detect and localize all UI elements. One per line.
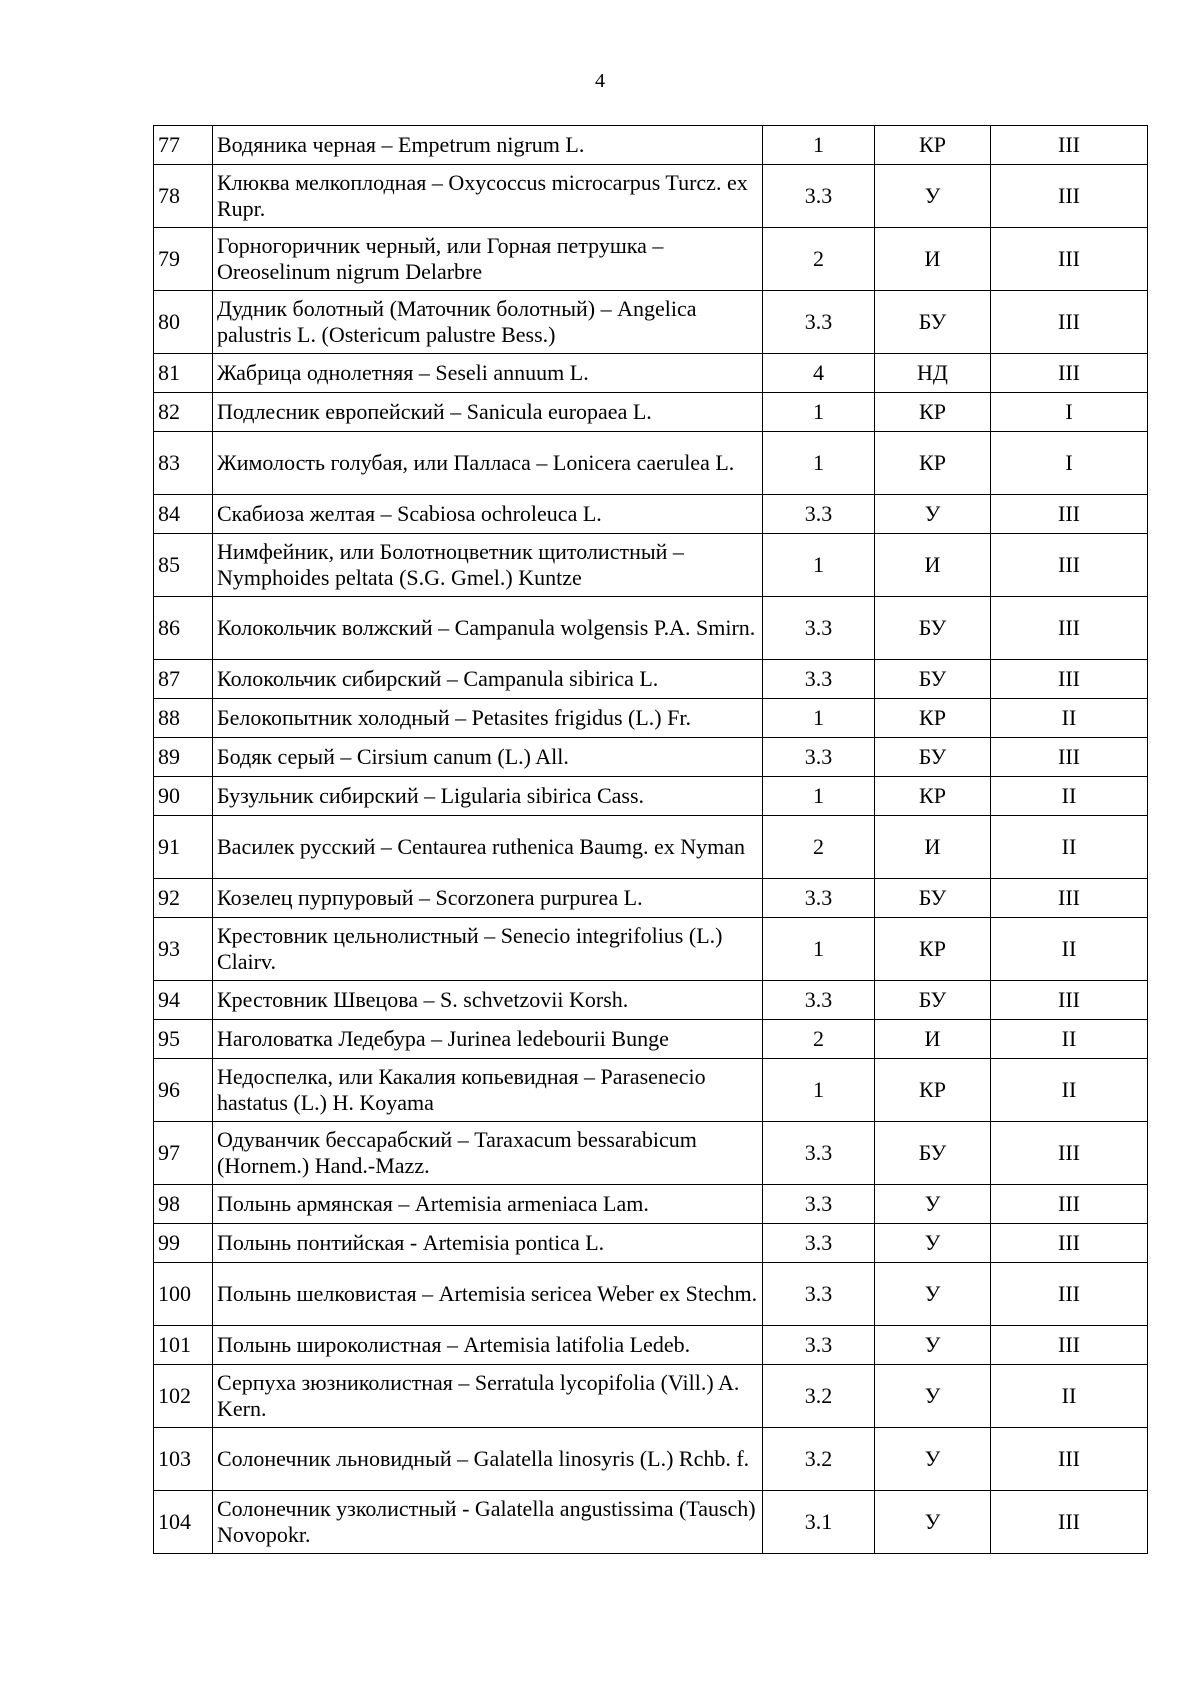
status-cell: У (875, 1491, 991, 1554)
species-name-cell: Белокопытник холодный – Petasites frigidus (L.) Fr. (213, 699, 763, 738)
category-cell: 3.2 (763, 1428, 875, 1491)
priority-cell: III (991, 534, 1148, 597)
table-row (154, 228, 1148, 291)
row-number-cell: 96 (154, 1059, 213, 1122)
category-cell: 1 (763, 1059, 875, 1122)
species-name-cell: Колокольчик сибирский – Campanula sibirica L. (213, 660, 763, 699)
status-cell: КР (875, 918, 991, 981)
row-number-cell: 91 (154, 816, 213, 879)
category-cell: 3.3 (763, 165, 875, 228)
species-name-cell: Недоспелка, или Какалия копьевидная – Parasenecio hastatus (L.) H. Koyama (213, 1059, 763, 1122)
status-cell: У (875, 1365, 991, 1428)
row-number-cell: 83 (154, 432, 213, 495)
priority-cell: III (991, 1428, 1148, 1491)
category-cell: 3.3 (763, 291, 875, 354)
row-number-cell: 87 (154, 660, 213, 699)
species-name-cell: Полынь широколистная – Artemisia latifolia Ledeb. (213, 1326, 763, 1365)
category-cell: 2 (763, 228, 875, 291)
priority-cell: I (991, 393, 1148, 432)
table-row (154, 1263, 1148, 1326)
category-cell: 3.3 (763, 1326, 875, 1365)
priority-cell: II (991, 777, 1148, 816)
category-cell: 1 (763, 432, 875, 495)
status-cell: У (875, 1428, 991, 1491)
priority-cell: III (991, 1185, 1148, 1224)
category-cell: 3.3 (763, 1224, 875, 1263)
row-number-cell: 94 (154, 981, 213, 1020)
priority-cell: II (991, 918, 1148, 981)
species-name-cell: Водяника черная – Empetrum nigrum L. (213, 126, 763, 165)
species-table-body (154, 126, 1148, 1554)
table-row (154, 393, 1148, 432)
species-name-cell: Подлесник европейский – Sanicula europaea L. (213, 393, 763, 432)
status-cell: КР (875, 699, 991, 738)
table-row (154, 981, 1148, 1020)
priority-cell: III (991, 1491, 1148, 1554)
category-cell: 3.3 (763, 660, 875, 699)
status-cell: БУ (875, 981, 991, 1020)
status-cell: У (875, 1263, 991, 1326)
status-cell: И (875, 816, 991, 879)
table-row (154, 918, 1148, 981)
priority-cell: III (991, 660, 1148, 699)
species-table (153, 125, 1148, 1554)
status-cell: КР (875, 126, 991, 165)
category-cell: 3.1 (763, 1491, 875, 1554)
row-number-cell: 99 (154, 1224, 213, 1263)
category-cell: 3.3 (763, 981, 875, 1020)
row-number-cell: 78 (154, 165, 213, 228)
priority-cell: II (991, 1365, 1148, 1428)
species-name-cell: Наголоватка Ледебура – Jurinea ledebourii Bunge (213, 1020, 763, 1059)
page-number: 4 (595, 70, 605, 92)
row-number-cell: 100 (154, 1263, 213, 1326)
row-number-cell: 104 (154, 1491, 213, 1554)
status-cell: БУ (875, 597, 991, 660)
row-number-cell: 90 (154, 777, 213, 816)
category-cell: 1 (763, 699, 875, 738)
status-cell: У (875, 1185, 991, 1224)
row-number-cell: 79 (154, 228, 213, 291)
species-name-cell: Нимфейник, или Болотноцветник щитолистный – Nymphoides peltata (S.G. Gmel.) Kuntze (213, 534, 763, 597)
priority-cell: II (991, 699, 1148, 738)
row-number-cell: 97 (154, 1122, 213, 1185)
row-number-cell: 81 (154, 354, 213, 393)
status-cell: НД (875, 354, 991, 393)
status-cell: У (875, 495, 991, 534)
row-number-cell: 80 (154, 291, 213, 354)
status-cell: У (875, 1224, 991, 1263)
table-row (154, 879, 1148, 918)
table-row (154, 1020, 1148, 1059)
category-cell: 4 (763, 354, 875, 393)
species-name-cell: Одуванчик бессарабский – Taraxacum bessarabicum (Hornem.) Hand.-Mazz. (213, 1122, 763, 1185)
priority-cell: III (991, 1326, 1148, 1365)
status-cell: И (875, 228, 991, 291)
species-name-cell: Бузульник сибирский – Ligularia sibirica Cass. (213, 777, 763, 816)
category-cell: 1 (763, 777, 875, 816)
category-cell: 3.3 (763, 738, 875, 777)
priority-cell: III (991, 879, 1148, 918)
status-cell: БУ (875, 291, 991, 354)
category-cell: 1 (763, 534, 875, 597)
species-name-cell: Полынь шелковистая – Artemisia sericea Weber ex Stechm. (213, 1263, 763, 1326)
table-row (154, 126, 1148, 165)
species-name-cell: Горногоричник черный, или Горная петрушка – Oreoselinum nigrum Delarbre (213, 228, 763, 291)
status-cell: КР (875, 777, 991, 816)
table-row (154, 816, 1148, 879)
species-name-cell: Серпуха зюзниколистная – Serratula lycopifolia (Vill.) A. Kern. (213, 1365, 763, 1428)
priority-cell: III (991, 981, 1148, 1020)
status-cell: БУ (875, 738, 991, 777)
species-name-cell: Крестовник Швецова – S. schvetzovii Korsh. (213, 981, 763, 1020)
row-number-cell: 92 (154, 879, 213, 918)
priority-cell: III (991, 738, 1148, 777)
table-row (154, 660, 1148, 699)
table-row (154, 354, 1148, 393)
species-name-cell: Жабрица однолетняя – Seseli annuum L. (213, 354, 763, 393)
priority-cell: III (991, 1122, 1148, 1185)
row-number-cell: 98 (154, 1185, 213, 1224)
priority-cell: III (991, 354, 1148, 393)
priority-cell: III (991, 597, 1148, 660)
status-cell: БУ (875, 879, 991, 918)
table-row (154, 699, 1148, 738)
priority-cell: I (991, 432, 1148, 495)
species-name-cell: Бодяк серый – Cirsium canum (L.) All. (213, 738, 763, 777)
table-row (154, 1122, 1148, 1185)
table-row (154, 165, 1148, 228)
species-name-cell: Василек русский – Centaurea ruthenica Baumg. ex Nyman (213, 816, 763, 879)
species-name-cell: Солонечник льновидный – Galatella linosyris (L.) Rchb. f. (213, 1428, 763, 1491)
category-cell: 3.2 (763, 1365, 875, 1428)
table-row (154, 1185, 1148, 1224)
status-cell: КР (875, 393, 991, 432)
priority-cell: III (991, 1263, 1148, 1326)
category-cell: 3.3 (763, 495, 875, 534)
table-row (154, 597, 1148, 660)
status-cell: И (875, 1020, 991, 1059)
table-row (154, 738, 1148, 777)
category-cell: 3.3 (763, 1122, 875, 1185)
row-number-cell: 88 (154, 699, 213, 738)
species-name-cell: Скабиоза желтая – Scabiosa ochroleuca L. (213, 495, 763, 534)
species-name-cell: Дудник болотный (Маточник болотный) – Angelica palustris L. (Ostericum palustre Bess.) (213, 291, 763, 354)
status-cell: КР (875, 1059, 991, 1122)
category-cell: 1 (763, 126, 875, 165)
table-row (154, 1365, 1148, 1428)
table-row (154, 432, 1148, 495)
category-cell: 1 (763, 393, 875, 432)
table-row (154, 534, 1148, 597)
table-row (154, 1224, 1148, 1263)
row-number-cell: 93 (154, 918, 213, 981)
row-number-cell: 103 (154, 1428, 213, 1491)
priority-cell: III (991, 1224, 1148, 1263)
species-name-cell: Полынь понтийская - Artemisia pontica L. (213, 1224, 763, 1263)
row-number-cell: 102 (154, 1365, 213, 1428)
status-cell: БУ (875, 1122, 991, 1185)
priority-cell: II (991, 816, 1148, 879)
status-cell: КР (875, 432, 991, 495)
category-cell: 3.3 (763, 1185, 875, 1224)
species-name-cell: Крестовник цельнолистный – Senecio integrifolius (L.) Clairv. (213, 918, 763, 981)
row-number-cell: 82 (154, 393, 213, 432)
status-cell: У (875, 165, 991, 228)
category-cell: 3.3 (763, 597, 875, 660)
priority-cell: III (991, 495, 1148, 534)
category-cell: 1 (763, 918, 875, 981)
row-number-cell: 84 (154, 495, 213, 534)
table-row (154, 1059, 1148, 1122)
priority-cell: III (991, 228, 1148, 291)
status-cell: И (875, 534, 991, 597)
category-cell: 2 (763, 816, 875, 879)
priority-cell: II (991, 1059, 1148, 1122)
species-name-cell: Клюква мелкоплодная – Oxycoccus microcarpus Turcz. ex Rupr. (213, 165, 763, 228)
row-number-cell: 86 (154, 597, 213, 660)
row-number-cell: 85 (154, 534, 213, 597)
status-cell: БУ (875, 660, 991, 699)
category-cell: 3.3 (763, 1263, 875, 1326)
species-name-cell: Солонечник узколистный - Galatella angustissima (Tausch) Novopokr. (213, 1491, 763, 1554)
table-row (154, 777, 1148, 816)
row-number-cell: 95 (154, 1020, 213, 1059)
priority-cell: II (991, 1020, 1148, 1059)
table-row (154, 1491, 1148, 1554)
priority-cell: III (991, 126, 1148, 165)
priority-cell: III (991, 165, 1148, 228)
table-row (154, 1326, 1148, 1365)
species-name-cell: Козелец пурпуровый – Scorzonera purpurea L. (213, 879, 763, 918)
species-name-cell: Жимолость голубая, или Палласа – Lonicera caerulea L. (213, 432, 763, 495)
category-cell: 3.3 (763, 879, 875, 918)
row-number-cell: 101 (154, 1326, 213, 1365)
row-number-cell: 89 (154, 738, 213, 777)
priority-cell: III (991, 291, 1148, 354)
table-row (154, 291, 1148, 354)
species-name-cell: Полынь армянская – Artemisia armeniaca Lam. (213, 1185, 763, 1224)
species-name-cell: Колокольчик волжский – Campanula wolgensis P.A. Smirn. (213, 597, 763, 660)
table-row (154, 495, 1148, 534)
row-number-cell: 77 (154, 126, 213, 165)
status-cell: У (875, 1326, 991, 1365)
category-cell: 2 (763, 1020, 875, 1059)
table-row (154, 1428, 1148, 1491)
